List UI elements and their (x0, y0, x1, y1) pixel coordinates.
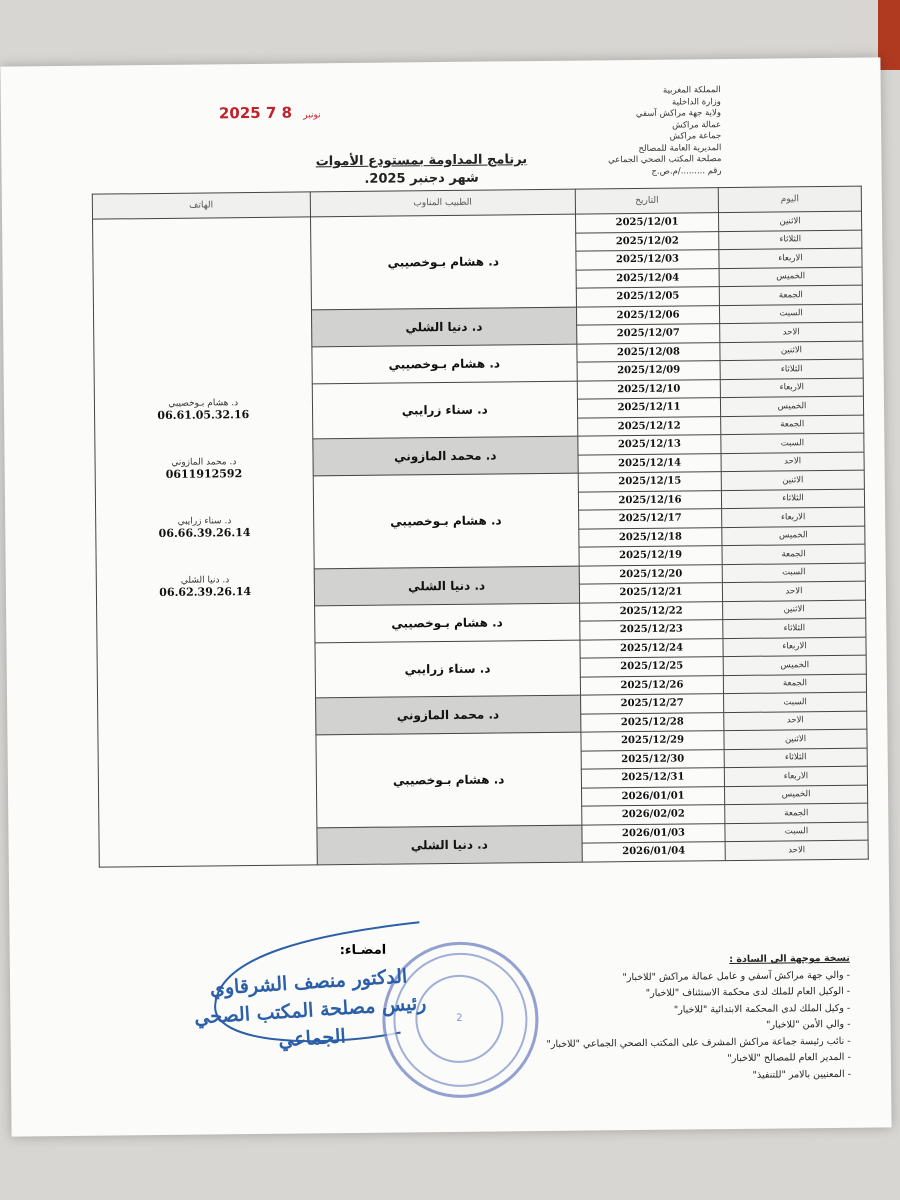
phone-entry-number: 06.62.39.26.14 (159, 585, 252, 600)
phone-entry-number: 06.61.05.32.16 (157, 408, 250, 423)
cell-day: الجمعة (722, 544, 865, 564)
cell-date: 2026/01/01 (582, 786, 725, 806)
cell-day: الاحد (720, 322, 863, 342)
cell-day: الخميس (719, 267, 862, 287)
col-header-doctor: الطبيب المناوب (310, 189, 576, 217)
cell-date: 2025/12/29 (581, 731, 724, 751)
cell-doctor: د. دنيا الشلي (314, 566, 580, 606)
cell-day: الجمعة (721, 415, 864, 435)
cell-day: الاثنين (724, 729, 867, 749)
cell-day: الاثنين (723, 600, 866, 620)
cell-date: 2025/12/24 (580, 638, 723, 658)
cell-date: 2025/12/15 (578, 472, 721, 492)
cell-day: الجمعة (723, 674, 866, 694)
cell-doctor: د. محمد المازوني (312, 436, 578, 476)
cell-doctor: د. سناء زرايبي (314, 640, 580, 698)
cell-day: الاثنين (719, 211, 862, 231)
cell-date: 2025/12/06 (576, 305, 719, 325)
cell-day: الخميس (723, 655, 866, 675)
phone-entry (96, 515, 313, 540)
cell-date: 2025/12/11 (577, 398, 720, 418)
date-stamp-month: نونبر (303, 110, 321, 121)
cell-date: 2025/12/16 (578, 490, 721, 510)
cell-day: الجمعة (725, 803, 868, 823)
cell-date: 2025/12/07 (577, 324, 720, 344)
cell-date: 2025/12/23 (580, 620, 723, 640)
cell-date: 2026/01/03 (582, 823, 725, 843)
phone-entry (97, 574, 314, 599)
recipient-item: - والي الأمن "للاخبار" (766, 1018, 851, 1031)
phone-entry-name: د. سناء زرايبي (177, 516, 232, 527)
cell-date: 2025/12/28 (581, 712, 724, 732)
cell-date: 2025/12/03 (576, 250, 719, 270)
signature-label: امضـاء: (339, 942, 387, 959)
cell-date: 2026/01/04 (582, 842, 725, 862)
cell-date: 2025/12/21 (579, 583, 722, 603)
phone-entry-number: 0611912592 (165, 467, 243, 481)
header-line: مصلحة المكتب الصحي الجماعي (608, 154, 722, 166)
cell-day: الاربعاء (722, 507, 865, 527)
cell-date: 2025/12/27 (581, 694, 724, 714)
phone-entry-name: د. دنيا الشلي (180, 575, 230, 586)
signature-line: رئيس مصلحة المكتب الصحي (193, 992, 427, 1029)
signature-line: الجماعي (277, 1025, 347, 1052)
cell-doctor: د. هشام بـوخصيبي (310, 214, 576, 309)
recipients-heading: نسخة موجهة الى السادة : (729, 952, 850, 966)
cell-doctor: د. دنيا الشلي (316, 825, 582, 865)
recipient-item: - المعنيين بالامر "للتنفيذ" (752, 1068, 852, 1081)
header-line: عمالة مراكش (672, 119, 722, 131)
phone-entry-name: د. محمد المازوني (171, 457, 237, 468)
header-line: المديرية العامة للمصالح (638, 142, 722, 154)
cell-date: 2025/12/14 (578, 453, 721, 473)
date-stamp-day: 8 7 (265, 103, 293, 122)
phone-entry (96, 456, 313, 481)
cell-date: 2025/12/26 (580, 675, 723, 695)
cell-day: السبت (719, 304, 862, 324)
recipient-item: - المدير العام للمصالح "للاخبار" (727, 1051, 851, 1065)
cell-doctor: د. محمد المازوني (315, 695, 581, 735)
header-line: رقم ........./م.ص.ج (651, 165, 722, 177)
cell-date: 2025/12/02 (576, 231, 719, 251)
recipient-item: - وكيل الملك لدى المحكمة الابتدائية "للاخبار" (673, 1002, 851, 1016)
cell-day: الخميس (725, 785, 868, 805)
document-page (0, 57, 891, 1136)
cell-day: السبت (722, 563, 865, 583)
recipients-list (530, 951, 851, 1086)
recipient-item: - نائب رئيسة جماعة مراكش المشرف على المكتب الصحي الجماعي "للاخبار" (546, 1035, 851, 1050)
cell-date: 2025/12/09 (577, 361, 720, 381)
cell-day: السبت (724, 692, 867, 712)
cell-day: الخميس (720, 396, 863, 416)
cell-day: الثلاثاء (723, 618, 866, 638)
cell-date: 2025/12/10 (577, 379, 720, 399)
seal-center: 2 (415, 974, 504, 1063)
recipient-item: - والي جهة مراكش آسفي و عامل عمالة مراكش "للاخبار" (622, 969, 851, 983)
date-stamp (219, 103, 327, 122)
header-line: جماعة مراكش (669, 131, 722, 142)
title-line-1: برنامج المداومة بمستودع الأموات (315, 152, 528, 170)
cell-date: 2025/12/05 (576, 287, 719, 307)
cell-day: الاحد (722, 581, 865, 601)
cell-date: 2025/12/31 (581, 768, 724, 788)
cell-day: الاثنين (720, 341, 863, 361)
cell-day: الاربعاء (720, 378, 863, 398)
signature-line: الدكتور منصف الشرقاوي (209, 965, 408, 1000)
cell-date: 2025/12/25 (580, 657, 723, 677)
cell-day: الاحد (724, 711, 867, 731)
cell-day: الاربعاء (724, 766, 867, 786)
cell-doctor: د. هشام بـوخصيبي (315, 732, 581, 827)
cell-doctor: د. هشام بـوخصيبي (311, 344, 577, 384)
cell-date: 2025/12/20 (579, 564, 722, 584)
cell-date: 2025/12/08 (577, 342, 720, 362)
cell-day: الاثنين (721, 470, 864, 490)
cell-day: الثلاثاء (719, 230, 862, 250)
col-header-day: اليوم (718, 186, 861, 212)
cell-date: 2025/12/22 (580, 601, 723, 621)
cell-doctor: د. هشام بـوخصيبي (314, 603, 580, 643)
cell-date: 2025/12/17 (579, 509, 722, 529)
handwritten-signature (178, 960, 443, 1060)
cell-day: الجمعة (719, 285, 862, 305)
cell-day: الاربعاء (719, 248, 862, 268)
cell-doctor: د. هشام بـوخصيبي (313, 473, 579, 568)
phone-entry (95, 397, 312, 422)
cell-date: 2025/12/12 (578, 416, 721, 436)
phone-entry-number: 06.66.39.26.14 (158, 526, 251, 541)
cell-day: السبت (725, 822, 868, 842)
header-line: وزارة الداخلية (671, 96, 721, 108)
cell-day: الثلاثاء (724, 748, 867, 768)
duty-schedule-table (92, 186, 869, 868)
phone-entry-name: د. هشام بـوخصيبي (168, 398, 239, 409)
cell-date: 2025/12/13 (578, 435, 721, 455)
cell-day: الخميس (722, 526, 865, 546)
header-line: المملكة المغربية (662, 85, 721, 96)
background-edge (878, 0, 900, 70)
cell-doctor: د. سناء زرايبي (312, 381, 578, 439)
cell-date: 2025/12/18 (579, 527, 722, 547)
cell-day: الثلاثاء (720, 359, 863, 379)
cell-date: 2025/12/30 (581, 749, 724, 769)
cell-day: الثلاثاء (721, 489, 864, 509)
document-title (231, 150, 611, 190)
cell-day: الاحد (725, 840, 868, 860)
recipient-item: - الوكيل العام للملك لدى محكمة الاستئناف "للاخبار" (645, 985, 851, 999)
cell-date: 2025/12/01 (576, 213, 719, 233)
cell-date: 2025/12/19 (579, 546, 722, 566)
title-line-2: شهر دجنبر 2025. (364, 170, 479, 187)
col-header-phone: الهاتف (92, 192, 310, 219)
cell-phone-directory (93, 217, 317, 867)
date-stamp-year: 2025 (218, 103, 261, 123)
cell-day: الاربعاء (723, 637, 866, 657)
cell-date: 2025/12/04 (576, 268, 719, 288)
col-header-date: التاريخ (575, 188, 718, 214)
cell-day: السبت (721, 433, 864, 453)
cell-doctor: د. دنيا الشلي (311, 307, 577, 347)
header-line: ولاية جهة مراكش آسفي (635, 108, 722, 119)
cell-date: 2026/02/02 (582, 805, 725, 825)
cell-day: الاحد (721, 452, 864, 472)
